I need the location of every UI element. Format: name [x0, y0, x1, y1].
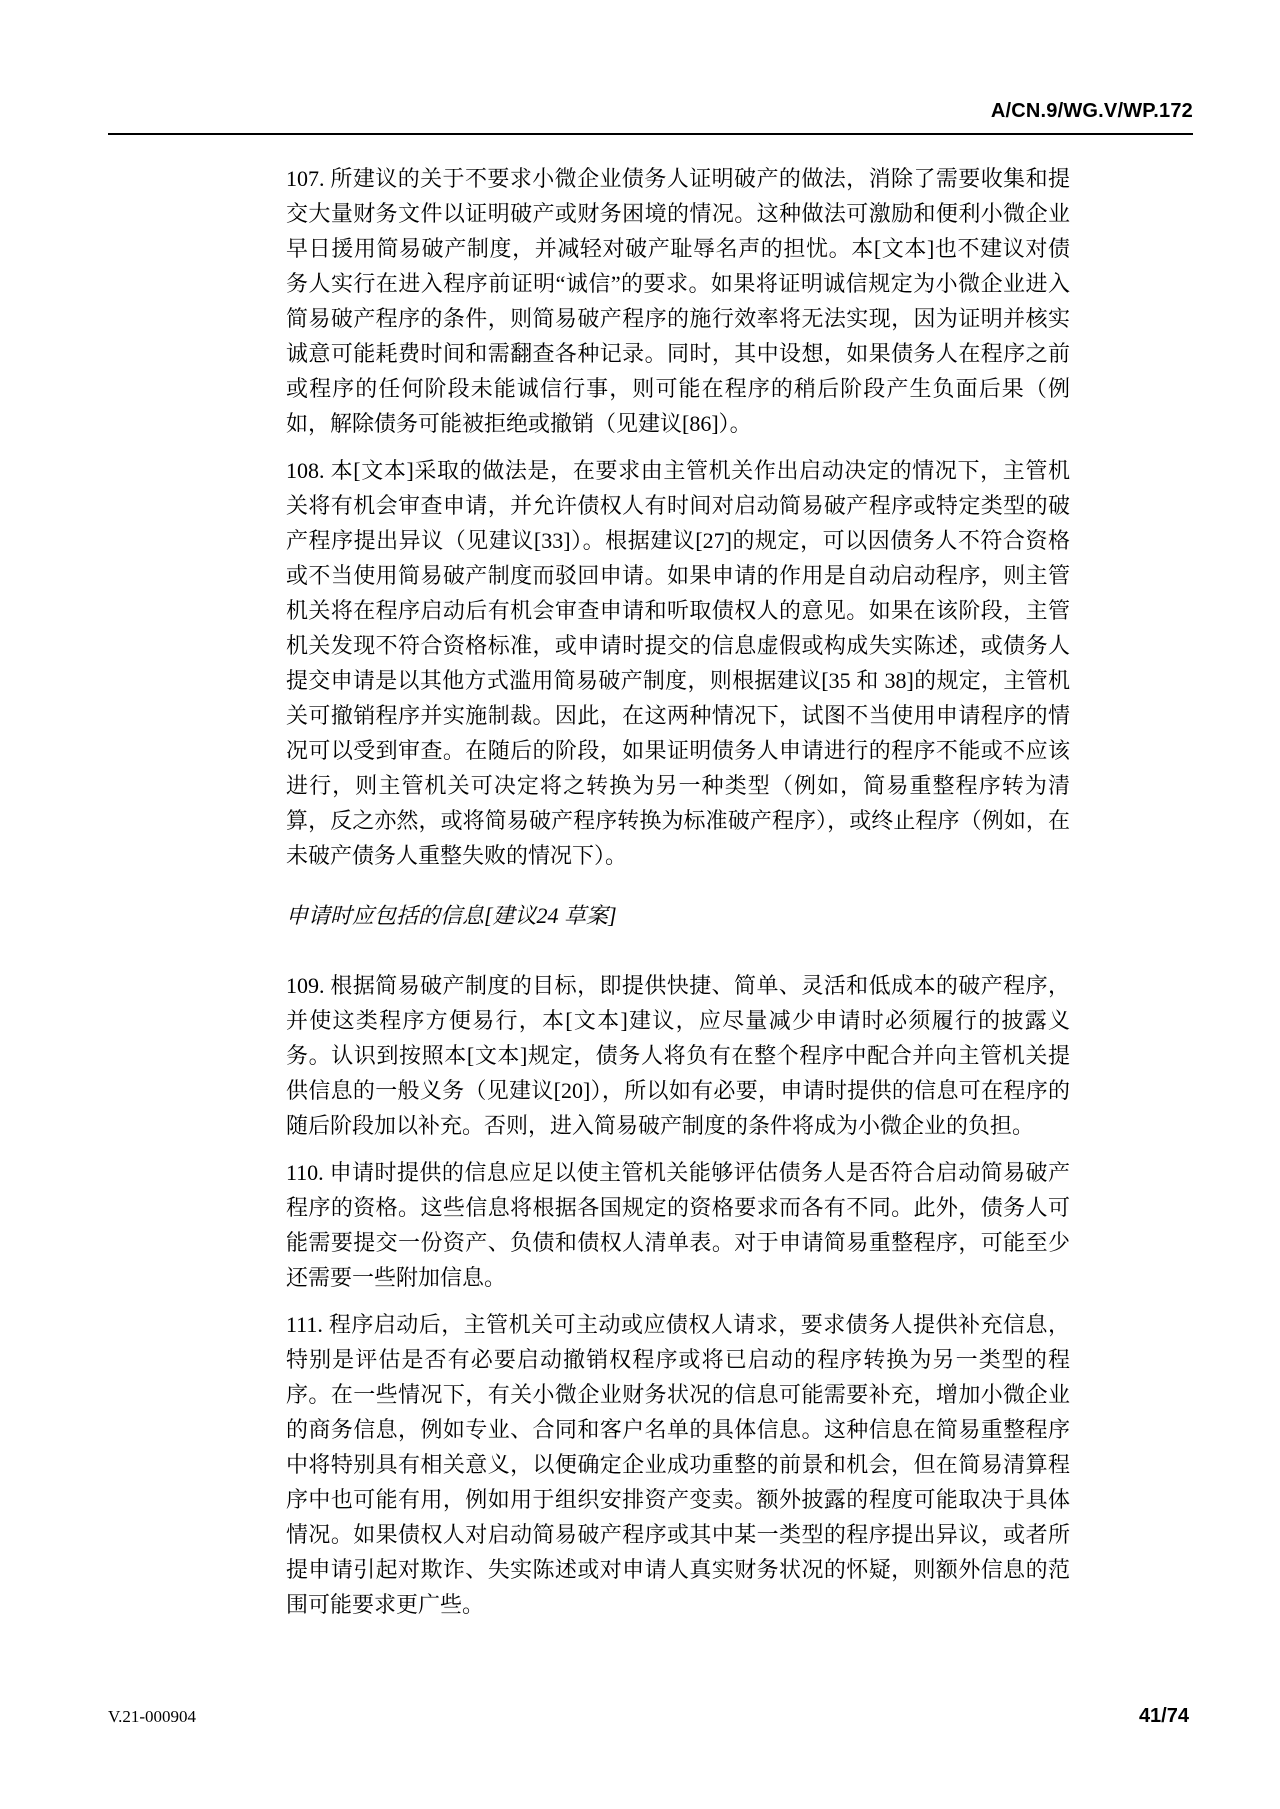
paragraph-110: 110. 申请时提供的信息应足以使主管机关能够评估债务人是否符合启动简易破产程序的资格。这些信息将根据各国规定的资格要求而各有不同。此外，债务人可能需要提交一份资产、负债和债权人清单表。对于申请简易重整程序，可能至少还需要一些附加信息。 — [286, 1160, 1070, 1290]
paragraph-109: 109. 根据简易破产制度的目标，即提供快捷、简单、灵活和低成本的破产程序，并使这类程序方便易行，本[文本]建议，应尽量减少申请时必须履行的披露义务。认识到按照本[文本]规定，债务人将负有在整个程序中配合并向主管机关提供信息的一般义务（见建议[20]），所以如有必要，申请时提供的信息可在程序的随后阶段加以补充。否则，进入简易破产制度的条件将成为小微企业的负担。 — [286, 973, 1070, 1138]
page-header — [108, 100, 1193, 135]
paragraph-108: 108. 本[文本]采取的做法是，在要求由主管机关作出启动决定的情况下，主管机关将有机会审查申请，并允许债权人有时间对启动简易破产程序或特定类型的破产程序提出异议（见建议[33]）。根据建议[27]的规定，可以因债务人不符合资格或不当使用简易破产制度而驳回申请。如果申请的作用是自动启动程序，则主管机关将在程序启动后有机会审查申请和听取债权人的意见。如果在该阶段，主管机关发现不符合资格标准，或申请时提交的信息虚假或构成失实陈述，或债务人提交申请是以其他方式滥用简易破产制度，则根据建议[35 和 38]的规定，主管机关可撤销程序并实施制裁。因此，在这两种情况下，试图不当使用申请程序的情况可以受到审查。在随后的阶段，如果证明债务人申请进行的程序不能或不应该进行，则主管机关可决定将之转换为另一种类型（例如，简易重整程序转为清算，反之亦然，或将简易破产程序转换为标准破产程序），或终止程序（例如，在未破产债务人重整失败的情况下）。 — [286, 458, 1070, 868]
paragraph-111: 111. 程序启动后，主管机关可主动或应债权人请求，要求债务人提供补充信息，特别是评估是否有必要启动撤销权程序或将已启动的程序转换为另一类型的程序。在一些情况下，有关小微企业财务状况的信息可能需要补充，增加小微企业的商务信息，例如专业、合同和客户名单的具体信息。这种信息在简易重整程序中将特别具有相关意义，以便确定企业成功重整的前景和机会，但在简易清算程序中也可能有用，例如用于组织安排资产变卖。额外披露的程度可能取决于具体情况。如果债权人对启动简易破产程序或其中某一类型的程序提出异议，或者所提申请引起对欺诈、失实陈述或对申请人真实财务状况的怀疑，则额外信息的范围可能要求更广些。 — [286, 1312, 1070, 1617]
paragraph-107: 107. 所建议的关于不要求小微企业债务人证明破产的做法，消除了需要收集和提交大量财务文件以证明破产或财务困境的情况。这种做法可激励和便利小微企业早日援用简易破产制度，并减轻对破产耻辱名声的担忧。本[文本]也不建议对债务人实行在进入程序前证明“诚信”的要求。如果将证明诚信规定为小微企业进入简易破产程序的条件，则简易破产程序的施行效率将无法实现，因为证明并核实诚意可能耗费时间和需翻查各种记录。同时，其中设想，如果债务人在程序之前或程序的任何阶段未能诚信行事，则可能在程序的稍后阶段产生负面后果（例如，解除债务可能被拒绝或撤销（见建议[86]）。 — [286, 166, 1070, 436]
section-heading: 申请时应包括的信息[建议24 草案] — [286, 903, 617, 928]
document-symbol: A/CN.9/WG.V/WP.172 — [990, 100, 1193, 122]
document-body — [286, 161, 1070, 1622]
page-footer — [108, 1705, 1189, 1728]
footer-page-number: 41/74 — [1138, 1705, 1189, 1727]
footer-document-number: V.21-000904 — [108, 1707, 196, 1726]
